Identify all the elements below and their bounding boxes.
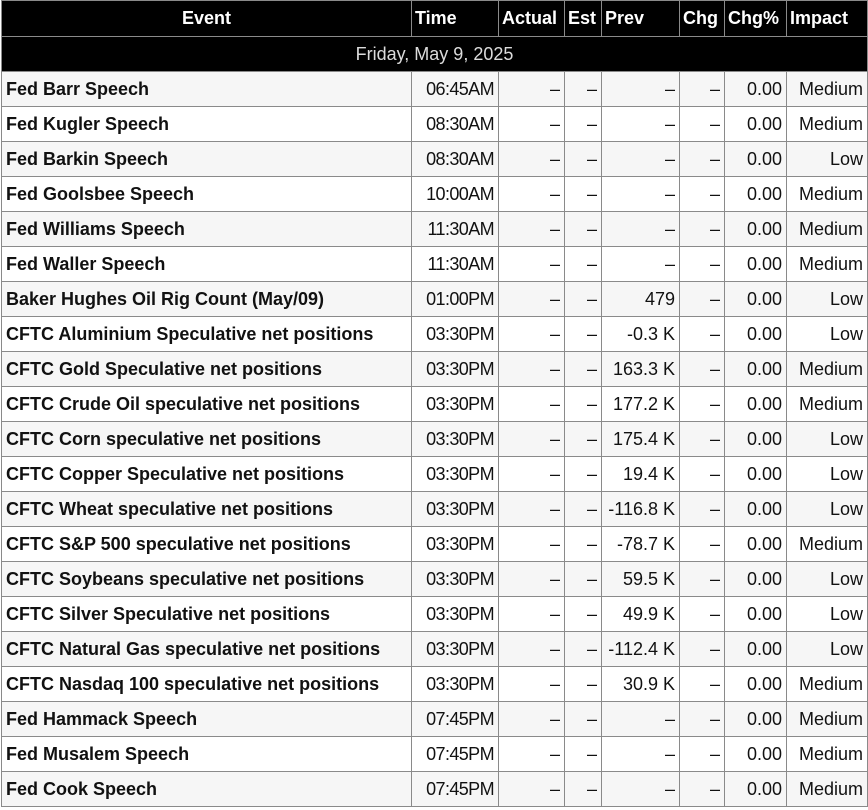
change-percent-value: 0.00	[725, 457, 787, 492]
table-row[interactable]	[2, 667, 868, 702]
estimate-value: –	[565, 212, 602, 247]
estimate-value: –	[565, 177, 602, 212]
actual-value: –	[499, 142, 565, 177]
column-header-time[interactable]: Time	[412, 1, 499, 37]
previous-value: 59.5 K	[602, 562, 680, 597]
event-name: CFTC Silver Speculative net positions	[2, 597, 412, 632]
table-row[interactable]	[2, 142, 868, 177]
impact-level: Low	[787, 632, 868, 667]
estimate-value: –	[565, 107, 602, 142]
previous-value: –	[602, 177, 680, 212]
change-value: –	[680, 737, 725, 772]
table-row[interactable]	[2, 247, 868, 282]
event-time: 03:30PM	[412, 422, 499, 457]
table-row[interactable]	[2, 317, 868, 352]
impact-level: Low	[787, 492, 868, 527]
event-name: CFTC Gold Speculative net positions	[2, 352, 412, 387]
change-value: –	[680, 527, 725, 562]
actual-value: –	[499, 737, 565, 772]
previous-value: 177.2 K	[602, 387, 680, 422]
actual-value: –	[499, 632, 565, 667]
table-row[interactable]	[2, 597, 868, 632]
estimate-value: –	[565, 527, 602, 562]
event-name: Fed Cook Speech	[2, 772, 412, 807]
change-percent-value: 0.00	[725, 177, 787, 212]
change-percent-value: 0.00	[725, 702, 787, 737]
previous-value: -112.4 K	[602, 632, 680, 667]
event-name: CFTC Nasdaq 100 speculative net positions	[2, 667, 412, 702]
previous-value: –	[602, 142, 680, 177]
actual-value: –	[499, 772, 565, 807]
column-header-event[interactable]: Event	[2, 1, 412, 37]
event-time: 03:30PM	[412, 597, 499, 632]
event-name: Fed Goolsbee Speech	[2, 177, 412, 212]
previous-value: -0.3 K	[602, 317, 680, 352]
table-row[interactable]	[2, 352, 868, 387]
change-value: –	[680, 352, 725, 387]
previous-value: –	[602, 247, 680, 282]
actual-value: –	[499, 667, 565, 702]
previous-value: 30.9 K	[602, 667, 680, 702]
actual-value: –	[499, 527, 565, 562]
impact-level: Low	[787, 457, 868, 492]
impact-level: Low	[787, 562, 868, 597]
estimate-value: –	[565, 142, 602, 177]
change-value: –	[680, 772, 725, 807]
table-row[interactable]	[2, 387, 868, 422]
change-percent-value: 0.00	[725, 317, 787, 352]
change-value: –	[680, 177, 725, 212]
change-percent-value: 0.00	[725, 142, 787, 177]
event-time: 03:30PM	[412, 317, 499, 352]
date-label: Friday, May 9, 2025	[2, 37, 868, 72]
event-name: Baker Hughes Oil Rig Count (May/09)	[2, 282, 412, 317]
previous-value: 19.4 K	[602, 457, 680, 492]
previous-value: –	[602, 107, 680, 142]
previous-value: 49.9 K	[602, 597, 680, 632]
estimate-value: –	[565, 317, 602, 352]
impact-level: Medium	[787, 352, 868, 387]
estimate-value: –	[565, 737, 602, 772]
actual-value: –	[499, 422, 565, 457]
event-name: Fed Musalem Speech	[2, 737, 412, 772]
event-name: CFTC Corn speculative net positions	[2, 422, 412, 457]
previous-value: 479	[602, 282, 680, 317]
estimate-value: –	[565, 422, 602, 457]
event-time: 03:30PM	[412, 632, 499, 667]
table-row[interactable]	[2, 492, 868, 527]
table-row[interactable]	[2, 177, 868, 212]
previous-value: -78.7 K	[602, 527, 680, 562]
actual-value: –	[499, 457, 565, 492]
change-percent-value: 0.00	[725, 107, 787, 142]
table-row[interactable]	[2, 527, 868, 562]
impact-level: Medium	[787, 387, 868, 422]
column-header-impact[interactable]: Impact	[787, 1, 868, 37]
column-header-actual[interactable]: Actual	[499, 1, 565, 37]
actual-value: –	[499, 317, 565, 352]
impact-level: Low	[787, 282, 868, 317]
event-name: Fed Waller Speech	[2, 247, 412, 282]
change-percent-value: 0.00	[725, 212, 787, 247]
change-percent-value: 0.00	[725, 352, 787, 387]
change-value: –	[680, 282, 725, 317]
previous-value: –	[602, 702, 680, 737]
actual-value: –	[499, 247, 565, 282]
estimate-value: –	[565, 667, 602, 702]
event-name: Fed Hammack Speech	[2, 702, 412, 737]
impact-level: Medium	[787, 772, 868, 807]
change-value: –	[680, 422, 725, 457]
previous-value: -116.8 K	[602, 492, 680, 527]
actual-value: –	[499, 702, 565, 737]
impact-level: Medium	[787, 107, 868, 142]
event-name: CFTC S&P 500 speculative net positions	[2, 527, 412, 562]
actual-value: –	[499, 597, 565, 632]
estimate-value: –	[565, 457, 602, 492]
change-percent-value: 0.00	[725, 737, 787, 772]
event-name: Fed Williams Speech	[2, 212, 412, 247]
change-value: –	[680, 317, 725, 352]
change-value: –	[680, 107, 725, 142]
change-value: –	[680, 387, 725, 422]
change-percent-value: 0.00	[725, 527, 787, 562]
event-time: 01:00PM	[412, 282, 499, 317]
impact-level: Medium	[787, 247, 868, 282]
event-time: 03:30PM	[412, 492, 499, 527]
event-time: 03:30PM	[412, 527, 499, 562]
estimate-value: –	[565, 282, 602, 317]
change-percent-value: 0.00	[725, 492, 787, 527]
event-time: 03:30PM	[412, 562, 499, 597]
actual-value: –	[499, 177, 565, 212]
estimate-value: –	[565, 597, 602, 632]
change-percent-value: 0.00	[725, 282, 787, 317]
date-group-row	[2, 37, 868, 72]
table-header	[2, 1, 868, 37]
event-name: CFTC Copper Speculative net positions	[2, 457, 412, 492]
table-row[interactable]	[2, 212, 868, 247]
column-header-est[interactable]: Est	[565, 1, 602, 37]
previous-value: –	[602, 212, 680, 247]
estimate-value: –	[565, 632, 602, 667]
change-value: –	[680, 492, 725, 527]
previous-value: –	[602, 72, 680, 107]
table-row[interactable]	[2, 282, 868, 317]
change-value: –	[680, 212, 725, 247]
change-value: –	[680, 247, 725, 282]
column-header-chg[interactable]: Chg	[680, 1, 725, 37]
impact-level: Low	[787, 142, 868, 177]
event-name: Fed Kugler Speech	[2, 107, 412, 142]
impact-level: Medium	[787, 177, 868, 212]
change-value: –	[680, 702, 725, 737]
change-percent-value: 0.00	[725, 387, 787, 422]
event-time: 11:30AM	[412, 247, 499, 282]
impact-level: Low	[787, 317, 868, 352]
estimate-value: –	[565, 492, 602, 527]
change-value: –	[680, 667, 725, 702]
impact-level: Medium	[787, 527, 868, 562]
estimate-value: –	[565, 772, 602, 807]
actual-value: –	[499, 562, 565, 597]
event-time: 03:30PM	[412, 387, 499, 422]
actual-value: –	[499, 282, 565, 317]
table-row[interactable]	[2, 562, 868, 597]
impact-level: Medium	[787, 72, 868, 107]
event-time: 07:45PM	[412, 772, 499, 807]
impact-level: Medium	[787, 702, 868, 737]
change-percent-value: 0.00	[725, 632, 787, 667]
previous-value: –	[602, 772, 680, 807]
event-time: 08:30AM	[412, 107, 499, 142]
table-row[interactable]	[2, 772, 868, 807]
actual-value: –	[499, 107, 565, 142]
impact-level: Low	[787, 597, 868, 632]
change-value: –	[680, 457, 725, 492]
event-time: 03:30PM	[412, 352, 499, 387]
change-percent-value: 0.00	[725, 597, 787, 632]
actual-value: –	[499, 492, 565, 527]
previous-value: –	[602, 737, 680, 772]
column-header-chg-pct[interactable]: Chg%	[725, 1, 787, 37]
estimate-value: –	[565, 387, 602, 422]
event-time: 03:30PM	[412, 457, 499, 492]
table-row[interactable]	[2, 422, 868, 457]
change-value: –	[680, 597, 725, 632]
change-value: –	[680, 72, 725, 107]
change-percent-value: 0.00	[725, 72, 787, 107]
event-name: CFTC Soybeans speculative net positions	[2, 562, 412, 597]
change-value: –	[680, 632, 725, 667]
estimate-value: –	[565, 562, 602, 597]
actual-value: –	[499, 212, 565, 247]
previous-value: 163.3 K	[602, 352, 680, 387]
impact-level: Medium	[787, 667, 868, 702]
actual-value: –	[499, 72, 565, 107]
impact-level: Medium	[787, 737, 868, 772]
table-row[interactable]	[2, 72, 868, 107]
previous-value: 175.4 K	[602, 422, 680, 457]
event-time: 11:30AM	[412, 212, 499, 247]
table-row[interactable]	[2, 107, 868, 142]
event-time: 03:30PM	[412, 667, 499, 702]
event-name: CFTC Crude Oil speculative net positions	[2, 387, 412, 422]
impact-level: Medium	[787, 212, 868, 247]
event-time: 07:45PM	[412, 702, 499, 737]
change-percent-value: 0.00	[725, 667, 787, 702]
column-header-prev[interactable]: Prev	[602, 1, 680, 37]
event-name: CFTC Wheat speculative net positions	[2, 492, 412, 527]
estimate-value: –	[565, 247, 602, 282]
event-time: 10:00AM	[412, 177, 499, 212]
estimate-value: –	[565, 352, 602, 387]
event-name: CFTC Natural Gas speculative net positions	[2, 632, 412, 667]
economic-calendar-table	[1, 0, 868, 807]
event-name: Fed Barr Speech	[2, 72, 412, 107]
table-row[interactable]	[2, 737, 868, 772]
table-row[interactable]	[2, 632, 868, 667]
change-percent-value: 0.00	[725, 247, 787, 282]
change-value: –	[680, 142, 725, 177]
table-row[interactable]	[2, 702, 868, 737]
change-percent-value: 0.00	[725, 422, 787, 457]
change-percent-value: 0.00	[725, 772, 787, 807]
estimate-value: –	[565, 702, 602, 737]
table-row[interactable]	[2, 457, 868, 492]
event-time: 08:30AM	[412, 142, 499, 177]
estimate-value: –	[565, 72, 602, 107]
change-percent-value: 0.00	[725, 562, 787, 597]
actual-value: –	[499, 387, 565, 422]
event-name: Fed Barkin Speech	[2, 142, 412, 177]
actual-value: –	[499, 352, 565, 387]
event-time: 07:45PM	[412, 737, 499, 772]
impact-level: Low	[787, 422, 868, 457]
event-name: CFTC Aluminium Speculative net positions	[2, 317, 412, 352]
event-time: 06:45AM	[412, 72, 499, 107]
change-value: –	[680, 562, 725, 597]
